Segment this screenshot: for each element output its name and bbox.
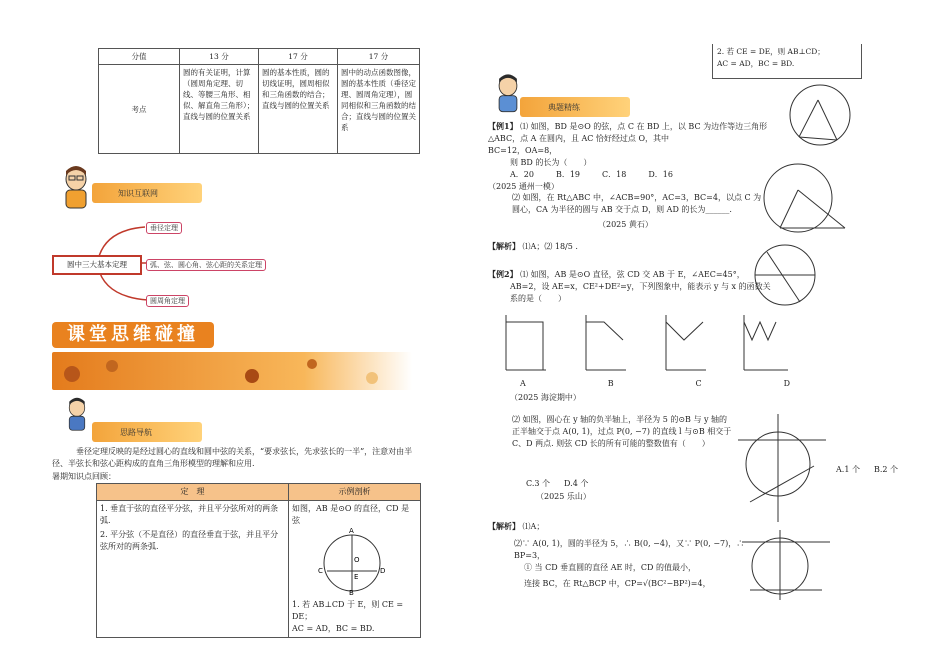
graph-labels bbox=[520, 378, 790, 390]
example-2-options-cd bbox=[526, 478, 588, 490]
score-cell: 17 分 bbox=[338, 49, 420, 65]
example-2-source-2: （2025 乐山） bbox=[536, 492, 591, 501]
score-cell: 17 分 bbox=[259, 49, 338, 65]
figure-circle-triangle bbox=[785, 80, 855, 150]
topic-cell: 圆的基本性质，圆的切线证明，圆周相似和三角函数的结合；直线与圆的位置关系 bbox=[259, 65, 338, 154]
topic-cell: 圆中的动点函数图像，圆的基本性质（垂径定理、圆周角定理），圆同相似和三角函数的结合；直线与圆的位置关系 bbox=[338, 65, 420, 154]
example-2-question-2: ⑵ 如图，圆心在 y 轴的负半轴上，半径为 5 的⊙B 与 y 轴的正半轴交于点 A(0, 1)，过点 P(0, −7) 的直线 l 与⊙B 相交于 C、D 两点. 则弦 CD 长的所有可能的整数值有（ ） bbox=[512, 415, 732, 448]
answer-2-part-3: ① 当 CD 垂直圆的直径 AE 时，CD 的值最小， bbox=[524, 563, 696, 572]
graph-label: C bbox=[695, 379, 702, 388]
example-2-question-1: ⑴ 如图，AB 是⊙O 直径，弦 CD 交 AB 于 E，∠AEC=45°， bbox=[520, 270, 745, 279]
theorem-1: 1. 垂直于弦的直径平分弦，并且平分弦所对的两条弧. bbox=[100, 504, 279, 525]
chord-diagram bbox=[292, 527, 412, 595]
example-item-1b: AC = AD，BC = BD. bbox=[292, 624, 375, 633]
mascot-avatar bbox=[62, 397, 92, 433]
answer-2-tag: 【解析】 bbox=[488, 521, 520, 531]
guide-recap-label: 暑期知识点回顾： bbox=[52, 472, 116, 481]
answer-2-part-1: ⑴A； bbox=[522, 522, 545, 531]
answer-1 bbox=[488, 240, 578, 253]
score-row-label: 分值 bbox=[99, 49, 180, 65]
example-1-source-2: （2025 黄石） bbox=[598, 220, 653, 229]
continuation-item-2: 2. 若 CE = DE，则 AB⊥CD； bbox=[717, 47, 825, 56]
option: D.4 个 bbox=[564, 479, 589, 488]
mind-branch-2: 弧、弦、圆心角、弦心距的关系定理 bbox=[146, 259, 266, 271]
answer-1-tag: 【解析】 bbox=[488, 241, 520, 251]
label-o: O bbox=[354, 556, 360, 564]
guide-ribbon-label: 思路导航 bbox=[120, 428, 152, 437]
continuation-item-2b: AC = AD，BC = BD. bbox=[717, 59, 795, 68]
example-1-options bbox=[488, 169, 768, 181]
label-d: D bbox=[380, 567, 386, 575]
example-2-source-1: （2025 海淀期中） bbox=[510, 393, 581, 402]
answer-2-part-2: ⑵∵ A(0, 1)，圆的半径为 5，∴ B(0, −4)，又∵ P(0, −7)，∴ BP=3， bbox=[514, 539, 745, 560]
topic-cell: 圆的有关证明，计算（圆周角定理、切线、等腰三角形、相似、解直角三角形）；直线与圆的位置关系 bbox=[180, 65, 259, 154]
option: A.1 个 bbox=[836, 465, 860, 474]
graph-label: D bbox=[783, 379, 790, 388]
practice-ribbon-label: 典题精练 bbox=[548, 103, 580, 112]
banner-title: 课堂思维碰撞 bbox=[52, 322, 214, 348]
figure-right-triangle-circle bbox=[760, 160, 855, 235]
example-2-tag: 【例2】 bbox=[488, 269, 518, 279]
label-c: C bbox=[318, 567, 323, 575]
example-1-tag: 【例1】 bbox=[488, 121, 518, 131]
example-1-question-1: ⑴ 如图，BD 是⊙O 的弦，点 C 在 BD 上，以 BC 为边作等边三角形△ABC，点 A 在圆内，且 AC 恰好经过点 O，其中 bbox=[488, 122, 768, 143]
knowledge-ribbon-label: 知识互联网 bbox=[118, 189, 158, 198]
example-1 bbox=[488, 120, 768, 193]
label-e: E bbox=[354, 573, 359, 581]
example-2-options-ab bbox=[836, 464, 898, 476]
graph-label: A bbox=[520, 379, 526, 388]
theorem-2: 2. 平分弦（不是直径）的直径垂直于弦，并且平分弦所对的两条弧. bbox=[100, 530, 279, 551]
label-a: A bbox=[349, 527, 354, 535]
option: B.2 个 bbox=[873, 465, 899, 474]
label-b: B bbox=[349, 589, 354, 595]
example-head: 示例剖析 bbox=[289, 484, 421, 501]
option: A．20 bbox=[510, 170, 534, 179]
option: C.3 个 bbox=[526, 479, 551, 488]
example-item-1: 1. 若 AB⊥CD 于 E，则 CE = DE； bbox=[292, 600, 404, 621]
guide-paragraph: 垂径定理反映的是经过圆心的直线和圆中弦的关系，“要求弦长，先求弦长的一半”，注意对由半径、半弦长和弦心距构成的直角三角形模型的理解和应用. bbox=[52, 447, 413, 468]
example-2-ask: 系的是（ ） bbox=[510, 294, 566, 303]
score-table bbox=[98, 48, 420, 154]
mind-branch-3: 圆周角定理 bbox=[146, 295, 189, 307]
banner-stripe bbox=[52, 352, 412, 390]
example-text: 如图，AB 是⊙O 的直径，CD 是弦 bbox=[292, 504, 410, 525]
graph-label: B bbox=[607, 379, 614, 388]
option: B．19 bbox=[555, 170, 581, 179]
theorem-table bbox=[96, 483, 421, 638]
example-1-ask: 则 BD 的长为（ ） bbox=[510, 158, 592, 167]
option: D．16 bbox=[648, 170, 673, 179]
topic-row-label: 考点 bbox=[99, 65, 180, 154]
score-cell: 13 分 bbox=[180, 49, 259, 65]
mind-branch-1: 垂径定理 bbox=[146, 222, 182, 234]
continuation-box bbox=[712, 44, 862, 79]
example-1-question-2: ⑵ 如图，在 Rt△ABC 中，∠ACB=90°，AC=3，BC=4，以点 C 为圆心，CA 为半径的圆与 AB 交于点 D，则 AD 的长为______. bbox=[512, 193, 762, 214]
leaf-decoration-icon bbox=[52, 352, 412, 390]
mind-map-center: 圆中三大基本定理 bbox=[52, 255, 142, 275]
mascot-avatar bbox=[58, 165, 94, 211]
theorem-head: 定 理 bbox=[97, 484, 289, 501]
figure-answer-circle bbox=[742, 528, 832, 602]
example-2-setup: AB=2，设 AE=x，CE²+DE²=y，下列图象中，能表示 y 与 x 的函数关 bbox=[510, 282, 771, 291]
option: C．18 bbox=[602, 170, 627, 179]
figure-chord-45 bbox=[745, 240, 825, 310]
example-1-given: BC=12，OA=8， bbox=[488, 146, 558, 155]
answer-2 bbox=[488, 520, 544, 533]
answer-2-part-4: 连接 BC，在 Rt△BCP 中，CP=√(BC²−BP²)=4， bbox=[524, 579, 711, 588]
example-1-source-1: （2025 通州一模） bbox=[488, 182, 559, 191]
figure-circle-yaxis bbox=[738, 412, 828, 524]
answer-1-text: ⑴A；⑵ 18/5 . bbox=[522, 242, 578, 251]
